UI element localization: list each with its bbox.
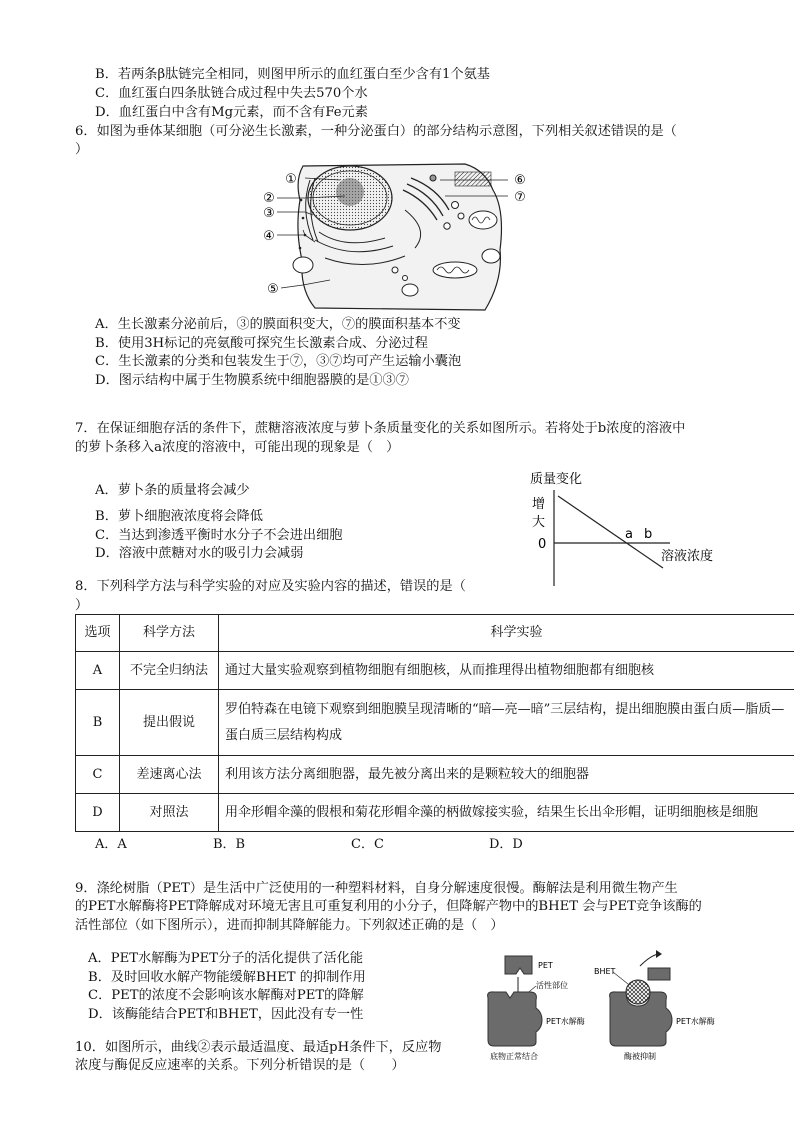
cell-method: 差速离心法 <box>120 756 219 794</box>
q5-option-b: B．若两条β肽链完全相同，则图甲所示的血红蛋白至少含有1个氨基 <box>95 67 490 82</box>
label-2: ② <box>263 191 275 206</box>
caption-left: 底物正常结合 <box>490 1052 538 1061</box>
q10-stem-line2: 浓度与酶促反应速率的关系。下列分析错误的是（ ） <box>75 1058 405 1073</box>
q7-stem-line1: 7．在保证细胞存活的条件下，蔗糖溶液浓度与萝卜条质量变化的关系如图所示。若将处于b浓度的溶液中 <box>75 421 686 436</box>
table-row <box>76 756 794 794</box>
q8-stem-line1: 8．下列科学方法与科学实验的对应及实验内容的描述，错误的是（ <box>75 579 466 594</box>
q9-stem-line2: 的PET水解酶将PET降解成对环境无害且可重复利用的小分子，但降解产物中的BHET 会与PET竞争该酶的 <box>75 899 702 914</box>
pet-substrate <box>505 956 532 974</box>
q6-option-d: D．图示结构中属于生物膜系统中细胞器膜的是①③⑦ <box>95 373 409 388</box>
cell-option: B <box>76 690 120 756</box>
enzyme-left <box>488 992 542 1046</box>
cell-method: 不完全归纳法 <box>120 652 219 690</box>
table-row <box>76 690 794 756</box>
bhet-label: BHET <box>594 967 616 976</box>
label-1: ① <box>285 172 297 187</box>
q8-stem-line2: ） <box>75 598 89 613</box>
q7-option-d: D．溶液中蔗糖对水的吸引力会减弱 <box>95 546 304 561</box>
cell-method: 对照法 <box>120 794 219 832</box>
cell-experiment: 利用该方法分离细胞器，最先被分离出来的是颗粒较大的细胞器 <box>219 756 794 794</box>
q7-option-b: B．萝卜细胞液浓度将会降低 <box>95 509 263 524</box>
cell-experiment-line2: 蛋白质三层结构构成 <box>225 727 343 743</box>
cell-experiment: 用伞形帽伞藻的假根和菊花形帽伞藻的柄做嫁接实验，结果生长出伞形帽，证明细胞核是细胞 <box>219 794 794 832</box>
q9-option-a: A．PET水解酶为PET分子的活化提供了活化能 <box>88 951 364 966</box>
label-7: ⑦ <box>514 190 526 205</box>
graph-xlabel: 溶液浓度 <box>661 549 714 564</box>
cell-method: 提出假说 <box>120 690 219 756</box>
cell-option: A <box>76 652 120 690</box>
q6-stem-line1: 6．如图为垂体某细胞（可分泌生长激素，一种分泌蛋白）的部分结构示意图，下列相关叙述错误的是（ <box>75 124 677 139</box>
cell-experiment-line1: 罗伯特森在电镜下观察到细胞膜呈现清晰的“暗—亮—暗”三层结构，提出细胞膜由蛋白质—脂质— <box>225 701 785 717</box>
cell-option: D <box>76 794 120 832</box>
graph-ylabel: 质量变化 <box>530 472 583 487</box>
q9-option-d: D．该酶能结合PET和BHET，因此没有专一性 <box>88 1007 364 1022</box>
point-a: a <box>625 527 633 542</box>
point-b: b <box>644 527 653 542</box>
label-4: ④ <box>263 229 275 244</box>
mass-change-graph <box>528 468 728 588</box>
q5-option-d: D．血红蛋白中含有Mg元素，而不含有Fe元素 <box>95 105 368 120</box>
q9-stem-line1: 9．涤纶树脂（PET）是生活中广泛使用的一种塑料材料，自身分解速度很慢。酶解法是利用微生物产生 <box>75 881 678 896</box>
cell-option: C <box>76 756 120 794</box>
q9-option-b: B．及时回收水解产物能缓解BHET 的抑制作用 <box>88 970 366 985</box>
active-site-label: 活性部位 <box>536 981 568 990</box>
cell-experiment: 通过大量实验观察到植物细胞有细胞核，从而推理得出植物细胞都有细胞核 <box>219 652 794 690</box>
graph-increase-1: 增 <box>532 497 546 512</box>
q6-stem-line2: ） <box>75 142 89 157</box>
q8-answer-d: D．D <box>489 837 523 852</box>
enzyme-figure <box>480 946 720 1064</box>
caption-right: 酶被抑制 <box>624 1052 656 1061</box>
header-method: 科学方法 <box>120 615 219 652</box>
label-6: ⑥ <box>514 173 526 188</box>
q6-option-c: C．生长激素的分类和包装发生于⑦，③⑦均可产生运输小囊泡 <box>95 354 462 369</box>
q10-stem-line1: 10．如图所示，曲线②表示最适温度、最适pH条件下，反应物 <box>75 1040 442 1055</box>
table-header-row <box>76 615 794 652</box>
graph-increase-2: 大 <box>532 515 546 530</box>
q8-answer-a: A．A <box>95 837 127 852</box>
q9-option-c: C．PET的浓度不会影响该水解酶对PET的降解 <box>88 988 364 1003</box>
table-row <box>76 652 794 690</box>
label-5: ⑤ <box>267 282 279 297</box>
enzyme-left-label: PET水解酶 <box>546 1017 585 1026</box>
nucleolus <box>336 178 364 206</box>
q7-stem-line2: 的萝卜条移入a浓度的溶液中，可能出现的现象是（ ） <box>75 440 400 455</box>
methods-table <box>75 614 794 832</box>
cell-structure-figure <box>255 160 535 312</box>
pet-label: PET <box>538 961 553 970</box>
enzyme-right-label: PET水解酶 <box>676 1017 715 1026</box>
header-experiment: 科学实验 <box>219 615 794 652</box>
bhet-inhibitor <box>626 980 650 1004</box>
q9-stem-line3: 活性部位（如下图所示），进而抑制其降解能力。下列叙述正确的是（ ） <box>75 918 504 933</box>
graph-zero: 0 <box>538 537 547 552</box>
cell-experiment <box>219 690 794 756</box>
q7-option-a: A．萝卜条的质量将会减少 <box>95 483 250 498</box>
q7-option-c: C．当达到渗透平衡时水分子不会进出细胞 <box>95 528 343 543</box>
table-row <box>76 794 794 832</box>
label-3: ③ <box>263 206 275 221</box>
q8-answer-c: C．C <box>351 837 384 852</box>
q5-option-c: C．血红蛋白四条肽链合成过程中失去570个水 <box>95 86 368 101</box>
pet-blocked <box>648 968 670 980</box>
q6-option-a: A．生长激素分泌前后，③的膜面积变大，⑦的膜面积基本不变 <box>95 317 461 332</box>
header-option: 选项 <box>76 615 120 652</box>
q6-option-b: B．使用3H标记的亮氨酸可探究生长激素合成、分泌过程 <box>95 336 428 351</box>
q8-answer-b: B．B <box>213 837 246 852</box>
